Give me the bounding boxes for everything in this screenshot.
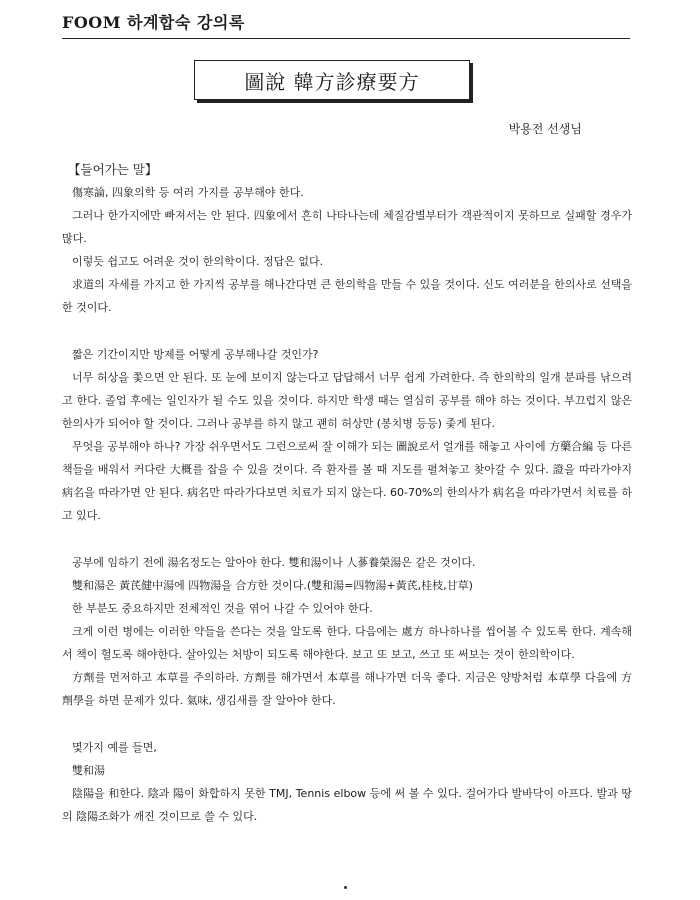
paragraph: 그러나 한가지에만 빠져서는 안 된다. 四象에서 흔히 나타나는데 체질감별부터가 객관적이지 못하므로 실패할 경우가 많다. bbox=[62, 209, 632, 245]
paragraph: 雙和湯 bbox=[72, 764, 105, 777]
paragraph: 한 부분도 중요하지만 전체적인 것을 엮어 나갈 수 있어야 한다. bbox=[72, 602, 373, 615]
paragraph: 陰陽을 和한다. 陰과 陽이 화합하지 못한 TMJ, Tennis elbow 등에 써 볼 수 있다. 걸어가다 발바닥이 아프다. 발과 땅의 陰陽조화가 깨진 것이므로 쓸 수 있다. bbox=[62, 787, 632, 823]
section-spacer bbox=[62, 319, 632, 343]
paragraph: 짧은 기간이지만 방제를 어떻게 공부해나갈 것인가? bbox=[72, 348, 319, 361]
document-title-text: 圖說 韓方診療要方 bbox=[244, 69, 420, 94]
paragraph: 求道의 자세를 가지고 한 가지씩 공부를 해나간다면 큰 한의학을 만들 수 있을 것이다. 신도 여러분을 한의사로 선택을 한 것이다. bbox=[62, 278, 632, 314]
paragraph: 雙和湯은 黃芪健中湯에 四物湯을 合方한 것이다.(雙和湯=四物湯+黃芪,桂枝,甘草) bbox=[72, 579, 473, 592]
page-mark bbox=[344, 886, 347, 889]
section-spacer bbox=[62, 712, 632, 736]
paragraph: 너무 허상을 쫓으면 안 된다. 또 눈에 보이지 않는다고 답답해서 너무 쉽게 가려한다. 즉 한의학의 일개 분파를 낚으려고 한다. 졸업 후에는 일인자가 될 수도 있을 것이다. 하지만 학생 때는 열심히 공부를 해야 하는 것이다. 부끄럽지 않은 한의사가 되어야 할 것이다. 그러나 공부를 하지 않고 괜히 허상만 (봉치병 등등) 좇게 된다. bbox=[62, 371, 632, 430]
author-name: 박용전 선생님 bbox=[508, 122, 582, 136]
header-rule bbox=[62, 38, 630, 39]
paragraph: 方劑를 먼저하고 本草를 주의하라. 方劑를 해가면서 本草를 해나가면 더욱 좋다. 지금은 양방처럼 本草學 다음에 方劑學을 하면 문제가 있다. 氣味, 생김새를 잘 알아야 한다. bbox=[62, 671, 632, 707]
paragraph: 무엇을 공부해야 하나? 가장 쉬우면서도 그런으로써 잘 이해가 되는 圖說로서 얼개를 해놓고 사이에 方藥合編 등 다른 책들을 배워서 커다란 大概를 잡을 수 있을 것이다. 즉 환자를 볼 때 지도를 펼쳐놓고 찾아갈 수 있다. 證을 따라가야지 病名을 따라가면 안 된다. 病名만 따라가다보면 치료가 되지 않는다. 60-70%의 한의사가 病名을 따라가면서 치료를 하고 있다. bbox=[62, 440, 632, 522]
paragraph: 몇가지 예를 들면, bbox=[72, 741, 157, 754]
paragraph: 공부에 임하기 전에 湯名정도는 알아야 한다. 雙和湯이나 人蔘養榮湯은 같은 것이다. bbox=[72, 556, 476, 569]
paragraph: 이렇듯 쉽고도 어려운 것이 한의학이다. 정답은 없다. bbox=[72, 255, 324, 268]
section-spacer bbox=[62, 527, 632, 551]
running-header: FOOM 하계합숙 강의록 bbox=[62, 13, 245, 32]
paragraph: 傷寒論, 四象의학 등 여러 가지를 공부해야 한다. bbox=[72, 186, 304, 199]
paragraph: 크게 이런 병에는 이러한 약들을 쓴다는 것을 알도록 한다. 다음에는 處方 하나하나를 씹어볼 수 있도록 한다. 계속해서 책이 헐도록 해야한다. 살아있는 처방이 되도록 해야한다. 보고 또 보고, 쓰고 또 써보는 것이 한의학이다. bbox=[62, 625, 632, 661]
body-text bbox=[62, 158, 632, 828]
document-title bbox=[194, 60, 470, 100]
intro-heading: 【들어가는 말】 bbox=[68, 162, 158, 177]
